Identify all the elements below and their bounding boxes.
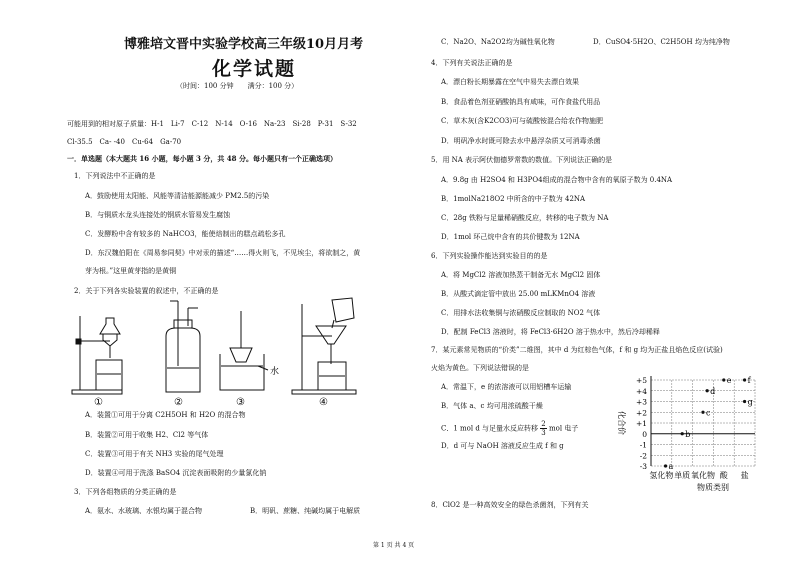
q1-option-d: D．东汉魏伯阳在《周易参同契》中对汞的描述“……得火则飞，不见埃尘，将欲制之，黄	[85, 249, 361, 257]
y-tick-label: +1	[635, 419, 647, 428]
q7-option-a: A．常温下，e 的浓溶液可以用铝槽车运输	[441, 383, 572, 391]
q3-option-b: B．明矾、蔗糖、纯碱均属于电解质	[250, 507, 361, 515]
x-category-label: 氧化物	[691, 471, 715, 480]
point-label-g: g	[747, 397, 753, 407]
q3-option-c: C．Na2O、Na2O2均为碱性氧化物	[441, 38, 555, 46]
apparatus-label-4: ④	[319, 397, 328, 408]
fraction-numerator: 2	[541, 420, 546, 428]
point-a	[664, 464, 667, 467]
point-label-a: a	[668, 462, 674, 471]
apparatus-2	[166, 301, 200, 392]
q3-stem: 3．下列各组物质的分类正确的是	[74, 488, 177, 496]
q2-stem: 2．关于下列各实验装置的叙述中，不正确的是	[74, 287, 219, 295]
apparatus-1	[72, 316, 122, 394]
q5-option-c: C．28g 铁粉与足量稀硝酸反应，转移的电子数为 NA	[441, 214, 609, 222]
q1-stem: 1．下列说法中不正确的是	[74, 172, 156, 180]
atomic-masses-line2: Cl-35.5 Ca- -40 Cu-64 Ga-70	[67, 138, 182, 146]
point-label-e: e	[726, 376, 732, 385]
point-label-d: d	[710, 386, 716, 396]
section1-heading: 一．单选题（本大题共 16 小题，每小题 3 分，共 48 分。每小题只有一个正确选项）	[67, 154, 337, 163]
school-title: 博雅培文晋中实验学校高三年级10月月考	[124, 37, 364, 52]
q8-stem: 8．ClO2 是一种高效安全的绿色杀菌剂，下列有关	[431, 501, 589, 509]
q1-option-d-cont: 芽为根。”这里黄芽指的是黄铜	[85, 267, 177, 275]
chart-xlabel: 物质类别	[697, 483, 729, 492]
q7-stem: 7．某元素常见物质的“价类”二维图，其中 d 为红棕色气体，f 和 g 均为正盐且焰色反应(试验)	[431, 346, 723, 354]
point-label-c: c	[706, 408, 711, 418]
apparatus-3	[220, 311, 268, 390]
y-tick-label: +4	[635, 386, 647, 396]
y-tick-label: 0	[642, 429, 647, 439]
subject-title: 化学试题	[212, 58, 297, 80]
q1-option-c: C．发酵粉中含有较多的 NaHCO3，能使焙制出的糕点疏松多孔	[85, 230, 286, 238]
q7-option-c	[441, 420, 578, 437]
water-label: 水	[270, 367, 280, 377]
q6-option-d: D．配制 FeCl3 溶液时，将 FeCl3·6H2O 溶于热水中，然后冷却稀释	[441, 328, 660, 336]
x-category-label: 氢化物	[649, 471, 674, 480]
chart-ylabel: 化合价	[617, 411, 626, 435]
q7-option-b: B．气体 a、c 均可用浓硫酸干燥	[441, 402, 543, 410]
fraction-denominator: 3	[541, 429, 546, 437]
q3-option-a: A．氨水、水玻璃、水银均属于混合物	[85, 507, 203, 515]
q2-option-b: B．装置②可用于收集 H2、Cl2 等气体	[85, 431, 209, 439]
q2-option-a: A．装置①可用于分离 C2H5OH 和 H2O 的混合物	[85, 411, 246, 419]
chart-grid	[651, 376, 755, 466]
apparatus-4	[292, 298, 356, 394]
point-label-f: f	[747, 376, 751, 385]
apparatus-label-3: ③	[236, 397, 245, 408]
q2-apparatus-figure	[70, 296, 360, 408]
q2-option-d: D．装置④可用于洗涤 BaSO4 沉淀表面吸附的少量氯化钠	[85, 469, 267, 477]
q7-option-c-unit: mol 电子	[549, 424, 579, 433]
q1-option-b: B．与铜质水龙头连接处的钢质水管易发生腐蚀	[85, 211, 231, 219]
x-category-label: 单质	[674, 471, 691, 480]
valence-class-chart	[605, 368, 790, 512]
q7-stem-cont: 火焰为黄色。下列说法错误的是	[431, 364, 529, 372]
point-f	[743, 378, 746, 381]
q5-option-a: A．9.8g 由 H2SO4 和 H3PO4组成的混合物中含有的氧原子数为 0.4NA	[441, 176, 673, 184]
q4-option-b: B．食品着色剂亚硝酸钠具有咸味，可作食盐代用品	[441, 98, 601, 106]
q7-option-c-text: C．1 mol d 与足量水反应转移	[441, 424, 539, 433]
q2-option-c: C．装置③可用于有关 NH3 实验的尾气处理	[85, 450, 224, 458]
q6-option-a: A．将 MgCl2 溶液加热蒸干制备无水 MgCl2 固体	[441, 271, 601, 279]
y-tick-label: +3	[635, 397, 647, 407]
q1-option-a: A．鼓励使用太阳能、风能等清洁能源能减少 PM2.5的污染	[85, 192, 270, 200]
apparatus-label-1: ①	[94, 397, 103, 408]
point-label-b: b	[685, 429, 691, 439]
q6-option-c: C．用排水法收集铜与浓硝酸反应制取的 NO2 气体	[441, 309, 601, 317]
q4-option-a: A．漂白粉长期暴露在空气中易失去漂白效果	[441, 78, 580, 86]
q6-option-b: B．从酸式滴定管中放出 25.00 mLKMnO4 溶液	[441, 290, 596, 298]
chart-points	[664, 376, 753, 471]
atomic-masses-line1: 可能用到的相对原子质量：H-1 Li-7 C-12 N-14 O-16 Na-23 Si-28 P-31 S-32	[67, 120, 357, 128]
y-tick-label: -2	[639, 451, 647, 461]
point-b	[681, 432, 684, 435]
page-footer: 第 1 页 共 4 页	[373, 542, 415, 549]
apparatus-label-2: ②	[174, 397, 183, 408]
chart-categories	[649, 470, 748, 480]
q4-option-c: C．草木灰(含K2CO3)可与硫酸铵混合给农作物施肥	[441, 117, 604, 125]
q3-option-d: D．CuSO4·5H2O、C2H5OH 均为纯净物	[593, 38, 730, 46]
y-tick-label: -3	[639, 462, 647, 471]
y-tick-label: +5	[635, 376, 647, 385]
q6-stem: 6．下列实验操作能达到实验目的的是	[431, 252, 548, 260]
time-info: （时间：100 分钟 满分：100 分）	[176, 82, 299, 90]
point-g	[743, 400, 746, 403]
chart-ticks	[636, 376, 647, 471]
q5-option-b: B．1molNa218O2 中所含的中子数为 42NA	[441, 195, 586, 203]
fraction	[540, 420, 546, 437]
q5-option-d: D．1mol 环己烷中含有的共价键数为 12NA	[441, 233, 580, 241]
q4-option-d: D．明矾净水时既可除去水中悬浮杂质又可消毒杀菌	[441, 137, 601, 145]
y-tick-label: -1	[639, 440, 647, 450]
y-tick-label: +2	[635, 408, 647, 418]
q7-option-d: D．d 可与 NaOH 溶液反应生成 f 和 g	[441, 442, 564, 450]
point-c	[701, 411, 704, 414]
point-e	[722, 378, 725, 381]
q5-stem: 5．用 NA 表示阿伏伽德罗常数的数值。下列说法正确的是	[431, 156, 613, 164]
x-category-label: 酸	[719, 471, 728, 480]
point-d	[706, 389, 709, 392]
x-category-label: 盐	[740, 471, 749, 480]
q4-stem: 4．下列有关说法正确的是	[431, 59, 513, 67]
